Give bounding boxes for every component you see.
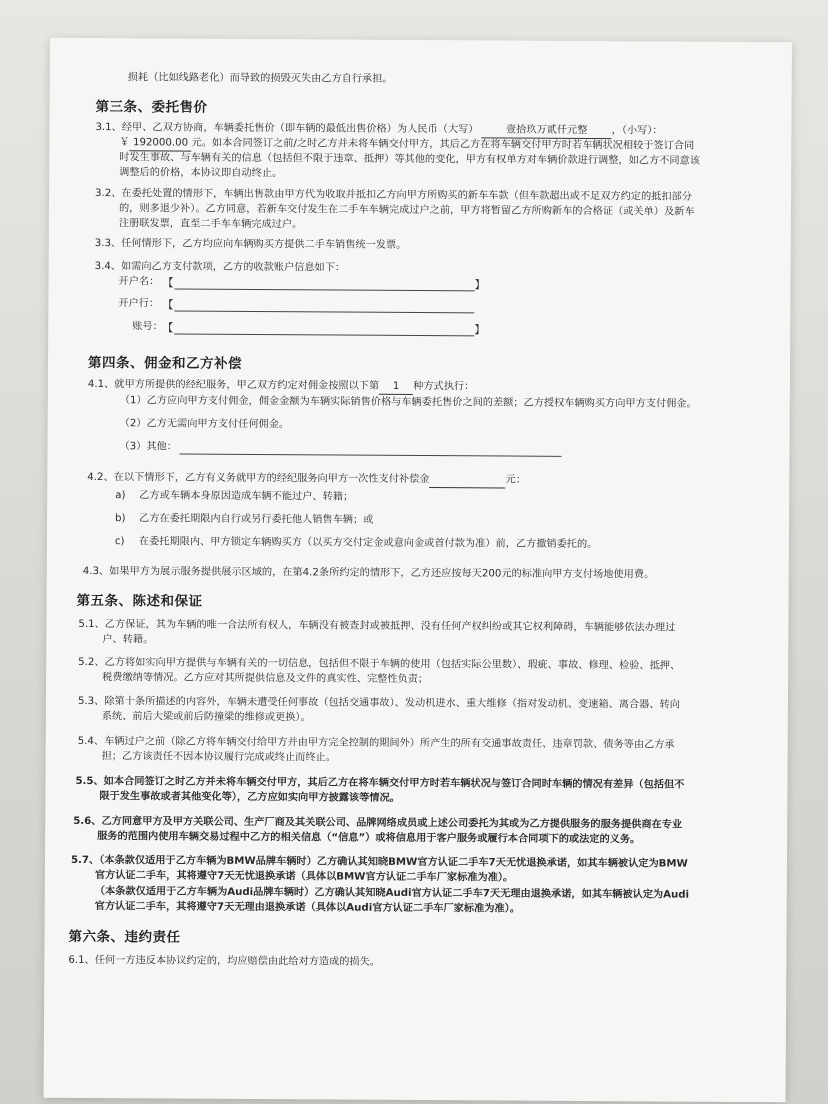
section-5-title: 第五条、陈述和保证 — [76, 592, 203, 610]
section-6-title: 第六条、违约责任 — [68, 928, 181, 946]
commission-option-number: 1 — [379, 379, 413, 395]
clause-3-1-line-2: ￥ 192000.00 元。如本合同签订之前/之时乙方并未将车辆交付甲方，其后乙方在将车辆交付甲方时若车辆状况相较于签订合同 — [119, 137, 695, 152]
clause-3-1-line-3: 时发生事故、与车辆有关的信息（包括但不限于违章、抵押）等其他的变化，甲方有权单方对车辆价款进行调整，如乙方不同意该 — [119, 152, 700, 167]
account-number-label: 账号： — [132, 321, 163, 333]
clause-4-1: 4.1、就甲方所提供的经纪服务，甲乙双方约定对佣金按照以下第 1 种方式执行： — [88, 377, 474, 395]
amount-in-words: 壹拾玖万贰仟元整 — [482, 122, 612, 139]
clause-5-2-line-2: 税费缴纳等情况。乙方应对其所提供信息及文件的真实性、完整性负责； — [102, 672, 429, 686]
clause-3-2-line-2: 的，则多退少补）。乙方同意，若新车交付发生在二手车车辆完成过户之前，甲方将暂留乙方所购新车的合格证（或关单）及新车 — [118, 203, 695, 218]
account-bank-blank — [174, 310, 474, 313]
clause-5-7-line-4: 官方认证二手车，其将遵守7天无理由退换承诺（具体以Audi官方认证二手车厂家标准为准）。 — [94, 901, 520, 915]
item-a-text: 乙方或车辆本身原因造成车辆不能过户、转籍； — [139, 490, 354, 503]
account-name-blank — [174, 288, 474, 291]
clause-3-2-line-1: 3.2、在委托处置的情形下，车辆出售款由甲方代为收取并抵扣乙方向甲方所购买的新车车款（但车款超出或不足双方约定的抵扣部分 — [95, 188, 692, 203]
clause-3-2-line-3: 注册联发票，直至二手车车辆完成过户。 — [118, 218, 303, 231]
item-c-text: 在委托期限内、甲方锁定车辆购买方（以买方交付定金或意向金或首付款为准）前，乙方撤销委托的。 — [138, 536, 598, 551]
account-name-left-bracket: 【 — [162, 276, 174, 290]
clause-5-1-line-2: 户、转籍。 — [102, 634, 154, 646]
item-b-label: b) — [115, 513, 126, 525]
account-number-blank — [174, 333, 474, 336]
clause-5-6-line-2: 服务的范围内使用车辆交易过程中乙方的相关信息（“信息”）或将信息用于客户服务或履行本合同项下的或法定的义务。 — [97, 831, 641, 846]
section-4-title: 第四条、佣金和乙方补偿 — [87, 354, 243, 372]
contract-page — [44, 38, 792, 1103]
clause-5-2-line-1: 5.2、乙方将如实向甲方提供与车辆有关的一切信息，包括但不限于车辆的使用（包括实际公里数）、瑕疵、事故、修理、检验、抵押、 — [78, 656, 681, 672]
account-bank-label: 开户行： — [118, 298, 160, 310]
clause-5-3-line-2: 系统、前后大梁或前后防撞梁的维修或更换）。 — [101, 711, 311, 724]
account-number-left-bracket: 【 — [162, 321, 174, 335]
amount-in-figures: 192000.00 — [130, 135, 192, 151]
commission-option-1: （1）乙方应向甲方支付佣金，佣金金额为车辆实际销售价格与车辆委托售价之间的差额；乙方授权车辆购买方向甲方支付佣金。 — [119, 395, 697, 410]
item-c-label: c) — [114, 536, 125, 548]
section-3-title: 第三条、委托售价 — [95, 99, 208, 116]
clause-3-3: 3.3、任何情形下，乙方均应向车辆购买方提供二手车销售统一发票。 — [94, 238, 407, 251]
clause-5-7-line-2: 官方认证二手车，其将遵守7天无忧退换承诺（具体以BMW官方认证二手车厂家标准为准）。 — [94, 870, 514, 884]
option-3-blank — [179, 454, 561, 457]
clause-6-1: 6.1、任何一方违反本协议约定的，均应赔偿由此给对方造成的损失。 — [68, 954, 381, 968]
commission-option-2: （2）乙方无需向甲方支付任何佣金。 — [119, 418, 290, 431]
clause-3-4: 3.4、如需向乙方支付款项，乙方的收款账户信息如下： — [94, 261, 346, 274]
item-b-text: 乙方在委托期限内自行或另行委托他人销售车辆；或 — [139, 513, 374, 526]
clause-4-2: 4.2、在以下情形下，乙方有义务就甲方的经纪服务向甲方一次性支付补偿金 元： — [87, 470, 526, 489]
account-name-right-bracket: 】 — [474, 278, 486, 292]
intro-line: 损耗（比如线路老化）而导致的损毁灭失由乙方自行承担。 — [127, 72, 393, 85]
account-bank-left-bracket: 【 — [162, 298, 174, 312]
item-a-label: a) — [115, 490, 126, 502]
clause-4-3: 4.3、如果甲方为展示服务提供展示区域的，在第4.2条所约定的情形下，乙方还应按每天200元的标准向甲方支付场地使用费。 — [82, 565, 655, 581]
clause-3-1-line-4: 调整后的价格，本协议即自动终止。 — [119, 167, 283, 180]
clause-5-4-line-2: 担；乙方该责任不因本协议履行完成或终止而终止。 — [101, 751, 336, 764]
clause-3-1-line-1: 3.1、经甲、乙双方协商，车辆委托售价（即车辆的最低出售价格）为人民币（大写） 壹拾玖万贰仟元整 ，（小写）： — [95, 120, 662, 139]
account-number-right-bracket: 】 — [474, 323, 486, 337]
commission-option-3: （3）其他： — [119, 441, 177, 453]
clause-5-5-line-2: 限于发生事故或者其他变化等），乙方应如实向甲方披露该等情况。 — [99, 791, 400, 804]
clause-5-7-line-3: （本条款仅适用于乙方车辆为Audi品牌车辆时）乙方确认其知晓Audi官方认证二手车7天无理由退换承诺，如其车辆被认定为Audi — [94, 886, 690, 901]
account-name-label: 开户名： — [118, 276, 160, 288]
clause-5-4-line-1: 5.4、车辆过户之前（除乙方将车辆交付给甲方并由甲方完全控制的期间外）所产生的所有交通事故责任、违章罚款、债务等由乙方承 — [77, 735, 675, 751]
clause-5-1-line-1: 5.1、乙方保证，其为车辆的唯一合法所有权人，车辆没有被查封或被抵押、没有任何产权纠纷或其它权利障碍，车辆能够依法办理过 — [78, 618, 676, 634]
clause-5-5-line-1: 5.5、如本合同签订之时乙方并未将车辆交付甲方，其后乙方在将车辆交付甲方时若车辆状况与签订合同时车辆的情况有差异（包括但不 — [75, 775, 685, 791]
clause-5-6-line-1: 5.6、乙方同意甲方及甲方关联公司、生产厂商及其关联公司、品牌网络成员或上述公司委托为其或为乙方提供服务的服务提供商在专业 — [73, 815, 683, 831]
clause-5-7-line-1: 5.7、（本条款仅适用于乙方车辆为BMW品牌车辆时）乙方确认其知晓BMW官方认证二手车7天无忧退换承诺，如其车辆被认定为BMW — [70, 854, 688, 870]
clause-5-3-line-1: 5.3、除第十条所描述的内容外，车辆未遭受任何事故（包括交通事故）、发动机进水、重大维修（指对发动机、变速箱、离合器、转向 — [77, 695, 680, 711]
